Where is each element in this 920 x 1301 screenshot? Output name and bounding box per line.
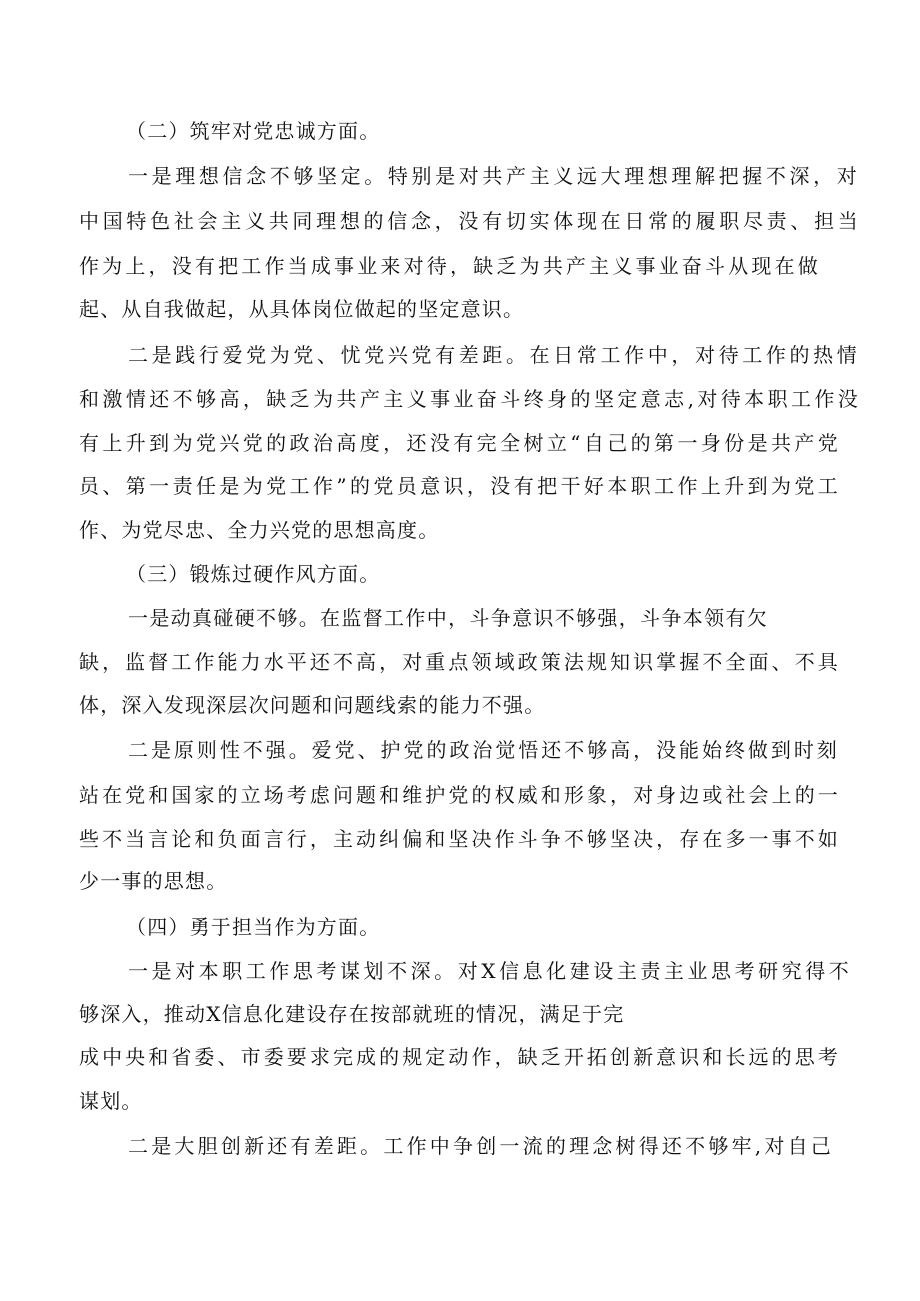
paragraph-line: 些不当言论和负面言行，主动纠偏和坚决作斗争不够坚决，存在多一事不如 (79, 827, 839, 851)
section-heading-2: （二）筑牢对党忠诚方面。 (126, 119, 381, 143)
paragraph-line: 作为上，没有把工作当成事业来对待，缺乏为共产主义事业奋斗从现在做 (79, 254, 819, 278)
paragraph-line: 够深入，推动X信息化建设存在按部就班的情况，满足于完 (79, 1002, 625, 1026)
paragraph-line: 有上升到为党兴党的政治高度，还没有完全树立“自己的第一身份是共产党 (79, 431, 839, 455)
paragraph-line: 和激情还不够高，缺乏为共产主义事业奋斗终身的坚定意志,对待本职工作没 (79, 387, 859, 411)
paragraph-line: 二是大胆创新还有差距。工作中争创一流的理念树得还不够牢,对自己 (128, 1134, 832, 1158)
paragraph-line: 成中央和省委、市委要求完成的规定动作，缺乏开拓创新意识和长远的思考 (79, 1045, 839, 1069)
paragraph-line: 一是理想信念不够坚定。特别是对共产主义远大理想理解把握不深，对 (128, 164, 858, 188)
paragraph-line: 站在党和国家的立场考虑问题和维护党的权威和形象，对身边或社会上的一 (79, 783, 839, 807)
paragraph-line: 一是动真碰硬不够。在监督工作中，斗争意识不够强，斗争本领有欠 (128, 606, 768, 630)
section-heading-4: （四）勇于担当作为方面。 (126, 915, 381, 939)
paragraph-line: 缺，监督工作能力水平还不高，对重点领域政策法规知识掌握不全面、不具 (79, 650, 839, 674)
paragraph-line: 二是原则性不强。爱党、护党的政治觉悟还不够高，没能始终做到时刻 (128, 738, 838, 762)
section-heading-3: （三）锻炼过硬作风方面。 (126, 562, 381, 586)
paragraph-line: 起、从自我做起，从具体岗位做起的坚定意识。 (79, 297, 525, 321)
paragraph-line: 中国特色社会主义共同理想的信念，没有切实体现在日常的履职尽责、担当 (79, 209, 859, 233)
paragraph-line: 一是对本职工作思考谋划不深。对X信息化建设主责主业思考研究得不 (128, 959, 850, 983)
paragraph-line: 体，深入发现深层次问题和问题线索的能力不强。 (79, 693, 546, 717)
paragraph-line: 少一事的思想。 (79, 869, 228, 893)
paragraph-line: 作、为党尽忠、全力兴党的思想高度。 (79, 518, 440, 542)
paragraph-line: 谋划。 (79, 1089, 143, 1113)
paragraph-line: 员、第一责任是为党工作”的党员意识，没有把干好本职工作上升到为党工 (79, 474, 839, 498)
paragraph-line: 二是践行爱党为党、忧党兴党有差距。在日常工作中，对待工作的热情 (128, 343, 858, 367)
